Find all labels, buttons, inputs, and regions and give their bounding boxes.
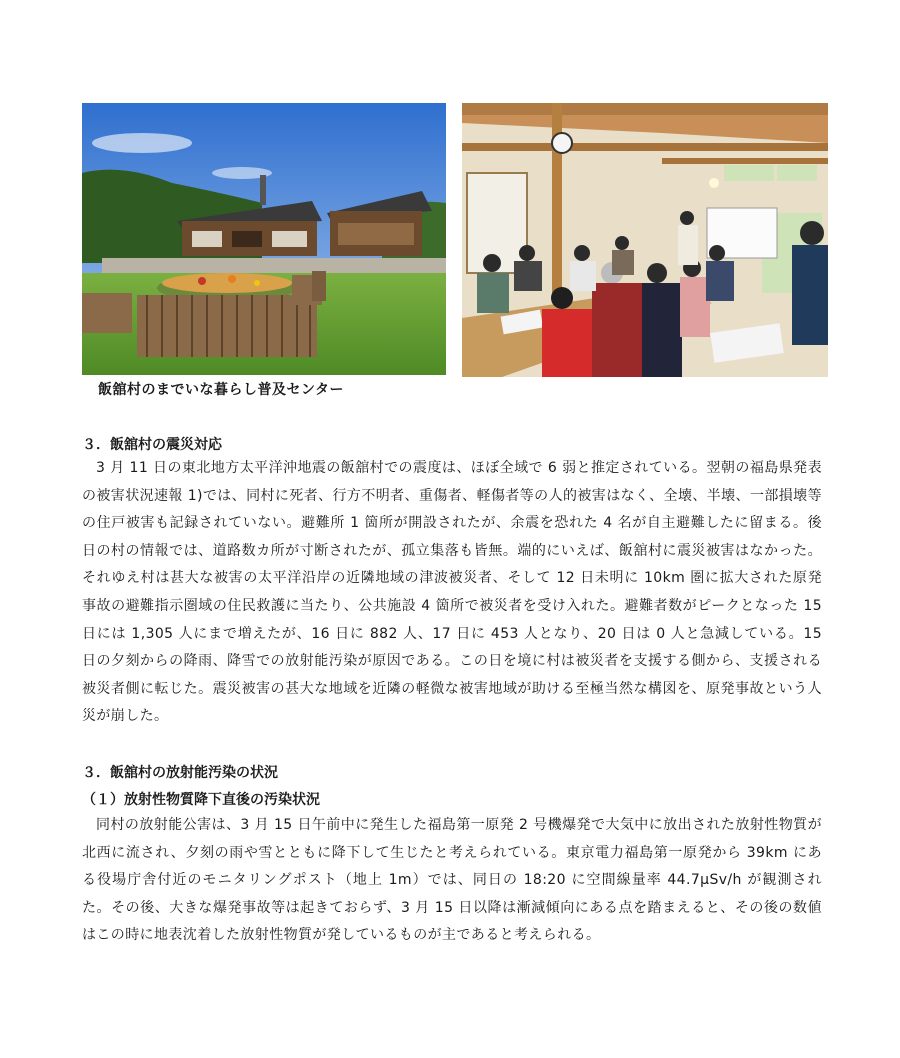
section-heading-radiation: ３．飯舘村の放射能汚染の状況 bbox=[82, 765, 278, 781]
section-body-earthquake-response: 3 月 11 日の東北地方太平洋沖地震の飯舘村での震度は、ほぼ全域で 6 弱と推定されている。翌朝の福島県発表の被害状況速報 1)では、同村に死者、行方不明者、重傷者、軽傷者等の人的被害はなく、全壊、半壊、一部損壊等の住戸被害も記録されていない。避難所 1 箇所が開設されたが、余震を恐れた 4 名が自主避難したに留まる。後日の村の情報では、道路数カ所が寸断されたが、孤立集落も皆無。端的にいえば、飯舘村に震災被害はなかった。それゆえ村は甚大な被害の太平洋沿岸の近隣地域の津波被災者、そして 12 日未明に 10km 圏に拡大された原発事故の避難指示圏域の住民救護に当たり、公共施設 4 箇所で被災者を受け入れた。避難者数がピークとなった 15 日には 1,305 人にまで増えたが、16 日に 882 人、17 日に 453 人となり、20 日は 0 人と急減している。15 日の夕刻からの降雨、降雪での放射能汚染が原因である。この日を境に村は被災者を支援する側から、支援される被災者側に転じた。震災被害の甚大な地域を近隣の軽微な被害地域が助ける至極当然な構図を、原発事故という人災が崩した。 bbox=[82, 460, 822, 725]
exterior-photo bbox=[82, 103, 446, 375]
interior-photo bbox=[462, 103, 828, 377]
section-heading-earthquake-response: ３．飯舘村の震災対応 bbox=[82, 437, 222, 453]
sub-heading-initial-contamination: （１）放射性物質降下直後の汚染状況 bbox=[82, 792, 320, 808]
photo-caption: 飯舘村のまでいな暮らし普及センター bbox=[98, 382, 344, 398]
section-body-radiation: 同村の放射能公害は、3 月 15 日午前中に発生した福島第一原発 2 号機爆発で大気中に放出された放射性物質が北西に流され、夕刻の雨や雪とともに降下して生じたと考えられている。東京電力福島第一原発から 39km にある役場庁舎付近のモニタリングポスト（地上 1m）では、同日の 18:20 に空間線量率 44.7μSv/h が観測された。その後、大きな爆発事故等は起きておらず、3 月 15 日以降は漸減傾向にある点を踏まえると、その後の数値はこの時に地表沈着した放射性物質が発しているものが主であると考えられる。 bbox=[82, 817, 822, 944]
